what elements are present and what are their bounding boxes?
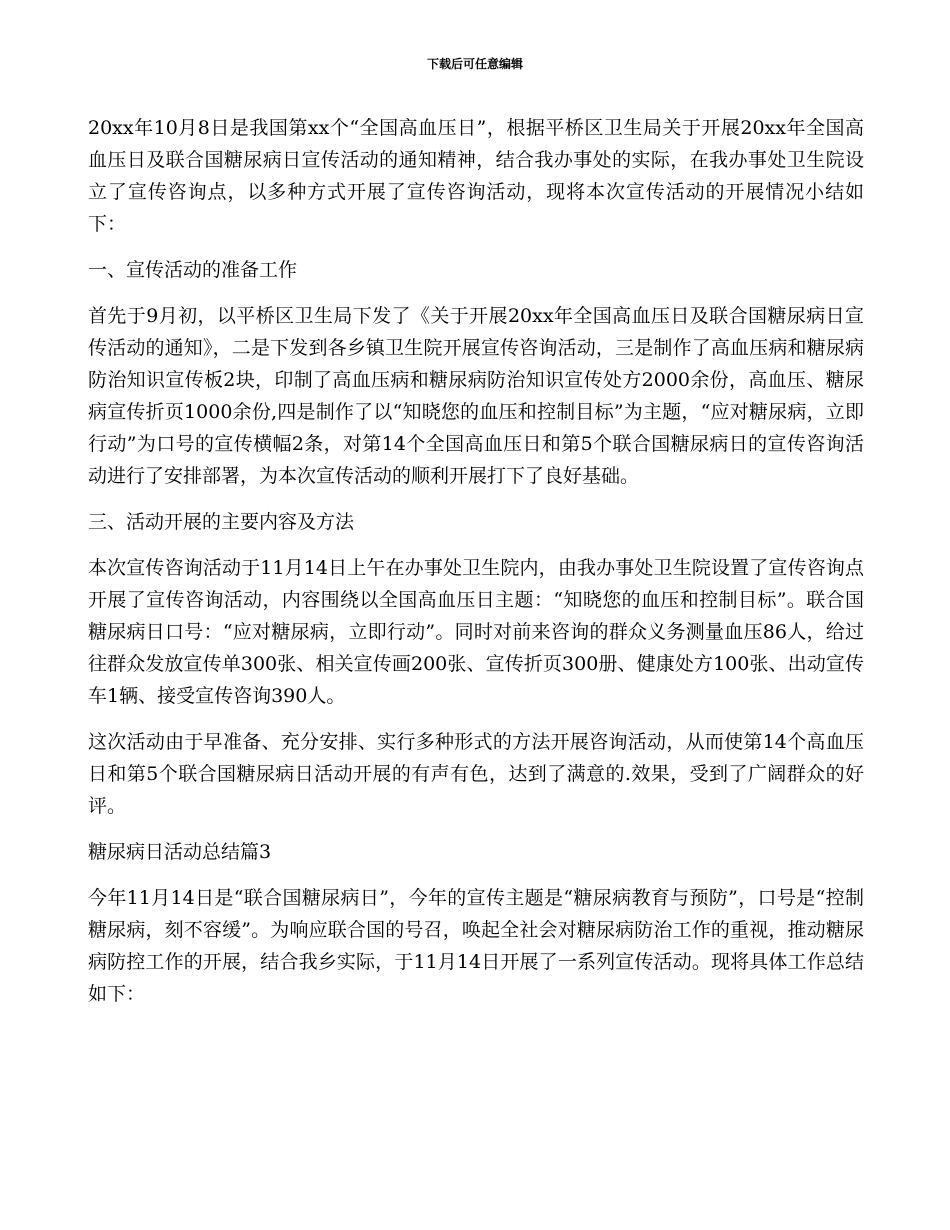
section-heading-preparation: 一、宣传活动的准备工作	[88, 259, 298, 281]
summary-title-3: 糖尿病日活动总结篇3	[88, 841, 272, 863]
intro-paragraph: 20xx年10月8日是我国第xx个“全国高血压日”，根据平桥区卫生局关于开展20xx年全国高血压日及联合国糖尿病日宣传活动的通知精神，结合我办事处的实际，在我办事处卫生院设立了宣传咨询点，以多种方式开展了宣传咨询活动，现将本次宣传活动的开展情况小结如下：	[88, 117, 864, 235]
page-header: 下载后可任意编辑	[426, 57, 523, 71]
activity-content-paragraph: 本次宣传咨询活动于11月14日上午在办事处卫生院内，由我办事处卫生院设置了宣传咨询点开展了宣传咨询活动，内容围绕以全国高血压日主题：“知晓您的血压和控制目标”。联合国糖尿病日口号：“应对糖尿病，立即行动”。同时对前来咨询的群众义务测量血压86人，给过往群众发放宣传单300张、相关宣传画200张、宣传折页300册、健康处方100张、出动宣传车1辆、接受宣传咨询390人。	[88, 557, 864, 707]
preparation-paragraph: 首先于9月初，以平桥区卫生局下发了《关于开展20xx年全国高血压日及联合国糖尿病日宣传活动的通知》，二是下发到各乡镇卫生院开展宣传咨询活动，三是制作了高血压病和糖尿病防治知识宣传板2块，印制了高血压病和糖尿病防治知识宣传处方2000余份，高血压、糖尿病宣传折页1000余份,四是制作了以“知晓您的血压和控制目标”为主题，“应对糖尿病，立即行动”为口号的宣传横幅2条，对第14个全国高血压日和第5个联合国糖尿病日的宣传咨询活动进行了安排部署，为本次宣传活动的顺利开展打下了良好基础。	[88, 305, 864, 487]
document-body	[88, 112, 864, 1024]
summary-3-intro-paragraph: 今年11月14日是“联合国糖尿病日”，今年的宣传主题是“糖尿病教育与预防”，口号是“控制糖尿病，刻不容缓”。为响应联合国的号召，唤起全社会对糖尿病防治工作的重视，推动糖尿病防控工作的开展，结合我乡实际，于11月14日开展了一系列宣传活动。现将具体工作总结如下：	[88, 887, 864, 1005]
activity-result-paragraph: 这次活动由于早准备、充分安排、实行多种形式的方法开展咨询活动，从而使第14个高血压日和第5个联合国糖尿病日活动开展的有声有色，达到了满意的.效果，受到了广阔群众的好评。	[88, 731, 864, 817]
section-heading-content-methods: 三、活动开展的主要内容及方法	[88, 511, 355, 533]
